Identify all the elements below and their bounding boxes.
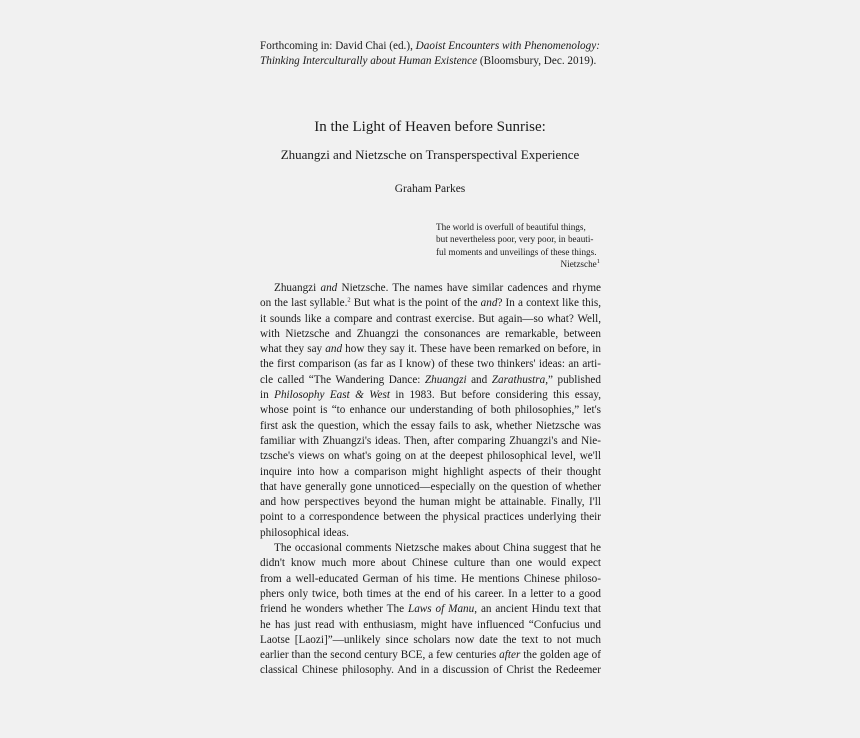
publication-header — [260, 39, 620, 68]
text-line: tzsche's views on what's going on at the deepest philosophical level, we'll — [260, 450, 601, 463]
text-line: Zhuangzi and Nietzsche. The names have similar cadences and rhyme — [274, 282, 602, 294]
text-line: what they say and how they say it. These have been remarked on before, in — [260, 343, 601, 356]
text-line: phers only twice, both times at the end of his career. In a letter to a good — [260, 587, 601, 600]
text-line: Laotse [Laozi]”—unlikely since scholars now date the text to not much — [260, 633, 601, 646]
book-title: Daoist Encounters with Phenomenology: — [415, 40, 600, 52]
text-line: inquire into how a comparison might highlight aspects of their thought — [260, 465, 601, 478]
epigraph-line: but nevertheless poor, very poor, in beauti- — [436, 234, 594, 245]
header-line-1: Forthcoming in: David Chai (ed.), Daoist Encounters with Phenomenology: — [260, 40, 600, 52]
text-line: familiar with Zhuangzi's ideas. Then, after comparing Zhuangzi's and Nie- — [260, 434, 601, 447]
text-line: that have generally gone unnoticed—especially on the question of whether — [260, 480, 601, 493]
text-line: whose point is “to enhance our understanding of both philosophies,” let's — [260, 404, 601, 417]
epigraph — [436, 221, 600, 270]
body-text — [260, 281, 601, 679]
text-line: from a well-educated German of his time. He mentions Chinese philoso- — [260, 572, 601, 585]
paper-subtitle: Zhuangzi and Nietzsche on Transperspectival Experience — [280, 147, 580, 162]
footnote-marker: 1 — [596, 257, 600, 265]
epigraph-line: ful moments and unveilings of these things. — [436, 246, 597, 257]
text-line: he has just read with enthusiasm, might have influenced “Confucius und — [260, 618, 601, 631]
text-line: classical Chinese philosophy. And in a discussion of Christ the Redeemer — [260, 664, 601, 677]
text-line: point to a correspondence between the physical practices underlying their — [260, 511, 601, 524]
text-line: first ask the question, which the essay fails to ask, whether Nietzsche was — [260, 419, 601, 432]
book-subtitle: Thinking Interculturally about Human Existence — [260, 54, 478, 67]
epigraph-attribution: Nietzsche$^1$ — [560, 257, 600, 269]
text-line: and how perspectives beyond the human might be attainable. Finally, I'll — [260, 496, 601, 509]
text-line: on the last syllable.$^2$ But what is the point of the and? In a context like this, — [260, 296, 601, 310]
text-line: The occasional comments Nietzsche makes about China suggest that he — [274, 542, 601, 555]
text-line: it sounds like a compare and contrast exercise. But again—so what? Well, — [260, 312, 601, 325]
text-line: with Nietzsche and Zhuangzi the consonances are remarkable, between — [260, 327, 601, 340]
text-line: philosophical ideas. — [260, 526, 349, 539]
text-line: in Philosophy East & West in 1983. But before considering this essay, — [260, 389, 601, 402]
footnote-marker: 2 — [347, 296, 351, 304]
author-name: Graham Parkes — [394, 183, 466, 195]
paper-title: In the Light of Heaven before Sunrise: — [314, 119, 546, 135]
paragraph-1 — [260, 281, 601, 541]
header-line-2: Thinking Interculturally about Human Existence (Bloomsbury, Dec. 2019). — [260, 54, 597, 67]
text-line: friend he wonders whether The Laws of Manu, an ancient Hindu text that — [260, 603, 601, 616]
text-line: the first comparison (as far as I know) of these two thinkers' ideas: an arti- — [260, 358, 601, 371]
text-line: cle called “The Wandering Dance: Zhuangzi and Zarathustra,” published — [260, 373, 601, 386]
paragraph-2 — [260, 541, 601, 679]
text-line: earlier than the second century BCE, a few centuries after the golden age of — [260, 649, 601, 662]
epigraph-line: The world is overfull of beautiful things, — [436, 222, 586, 232]
text-line: didn't know much more about Chinese culture than one would expect — [260, 557, 601, 570]
